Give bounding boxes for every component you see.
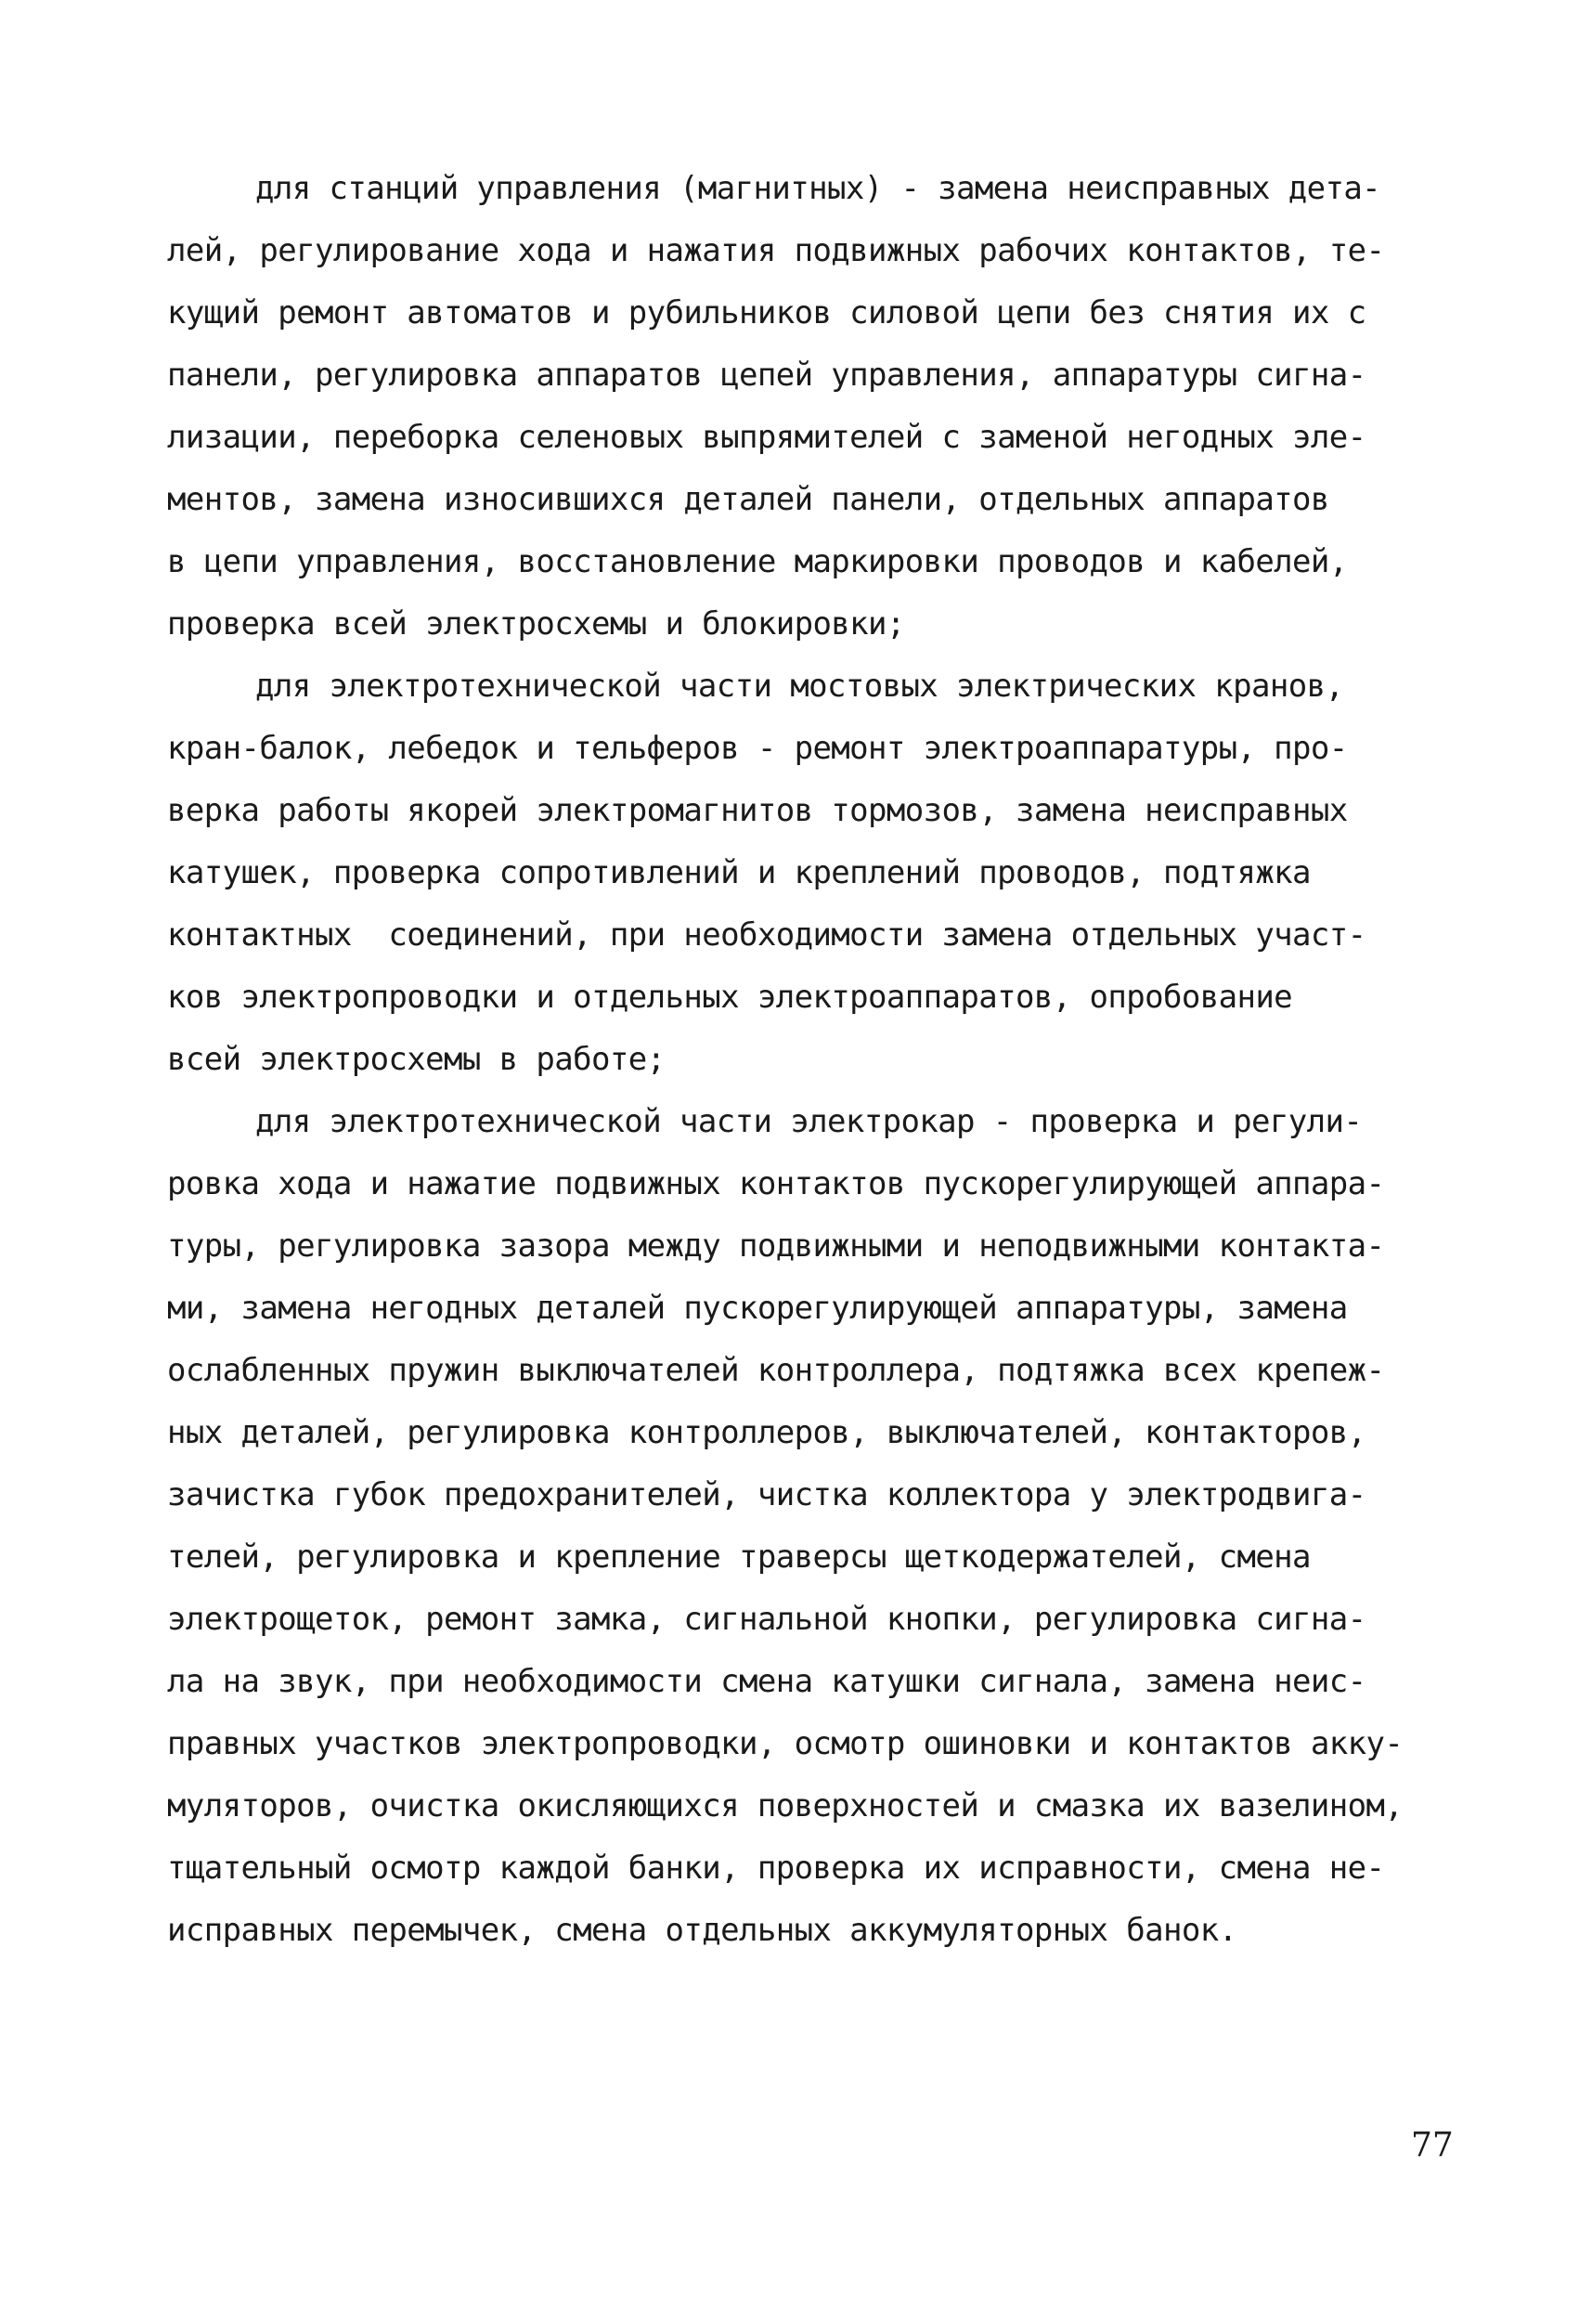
text-line: телей, регулировка и крепление траверсы щеткодержателей, смена bbox=[167, 1539, 1311, 1576]
text-line: ментов, замена износившихся деталей панели, отдельных аппаратов bbox=[167, 481, 1329, 518]
text-line: контактных соединений, при необходимости замена отдельных участ- bbox=[167, 916, 1366, 954]
text-line: кран-балок, лебедок и тельферов - ремонт электроаппаратуры, про- bbox=[167, 730, 1348, 767]
paragraph-2 bbox=[167, 656, 1448, 1091]
text-line: всей электросхемы в работе; bbox=[167, 1041, 666, 1078]
body-text bbox=[167, 158, 1448, 1962]
text-line: туры, регулировка зазора между подвижными и неподвижными контакта- bbox=[167, 1227, 1385, 1265]
text-line: в цепи управления, восстановление маркировки проводов и кабелей, bbox=[167, 543, 1348, 580]
text-line: лей, регулирование хода и нажатия подвижных рабочих контактов, те- bbox=[167, 232, 1385, 269]
text-line: для электротехнической части электрокар - проверка и регули- bbox=[255, 1103, 1363, 1140]
text-line: исправных перемычек, смена отдельных аккумуляторных банок. bbox=[167, 1912, 1237, 1949]
text-line: электрощеток, ремонт замка, сигнальной кнопки, регулировка сигна- bbox=[167, 1601, 1366, 1638]
text-line: зачистка губок предохранителей, чистка коллектора у электродвига- bbox=[167, 1476, 1366, 1513]
text-line: кущий ремонт автоматов и рубильников силовой цепи без снятия их с bbox=[167, 294, 1366, 331]
text-line: проверка всей электросхемы и блокировки; bbox=[167, 605, 905, 643]
text-line: ми, замена негодных деталей пускорегулирующей аппаратуры, замена bbox=[167, 1290, 1348, 1327]
text-line: муляторов, очистка окисляющихся поверхностей и смазка их вазелином, bbox=[167, 1787, 1404, 1824]
text-line: правных участков электропроводки, осмотр ошиновки и контактов акку- bbox=[167, 1725, 1404, 1762]
text-line: ослабленных пружин выключателей контроллера, подтяжка всех крепеж- bbox=[167, 1352, 1385, 1389]
text-line: ровка хода и нажатие подвижных контактов пускорегулирующей аппара- bbox=[167, 1165, 1385, 1202]
paragraph-3 bbox=[167, 1091, 1448, 1962]
paragraph-1 bbox=[167, 158, 1448, 656]
text-line: ла на звук, при необходимости смена катушки сигнала, замена неис- bbox=[167, 1663, 1366, 1700]
text-line: панели, регулировка аппаратов цепей управления, аппаратуры сигна- bbox=[167, 357, 1366, 394]
text-line: катушек, проверка сопротивлений и креплений проводов, подтяжка bbox=[167, 854, 1311, 891]
text-line: ных деталей, регулировка контроллеров, выключателей, контакторов, bbox=[167, 1414, 1366, 1451]
text-line: для электротехнической части мостовых электрических кранов, bbox=[255, 668, 1344, 705]
text-line: тщательный осмотр каждой банки, проверка их исправности, смена не- bbox=[167, 1850, 1385, 1887]
page-number: 77 bbox=[1411, 2126, 1454, 2164]
text-line: для станций управления (магнитных) - замена неисправных дета- bbox=[255, 170, 1381, 207]
text-line: ков электропроводки и отдельных электроаппаратов, опробование bbox=[167, 979, 1293, 1016]
text-line: верка работы якорей электромагнитов тормозов, замена неисправных bbox=[167, 792, 1348, 829]
text-line: лизации, переборка селеновых выпрямителей с заменой негодных эле- bbox=[167, 419, 1366, 456]
